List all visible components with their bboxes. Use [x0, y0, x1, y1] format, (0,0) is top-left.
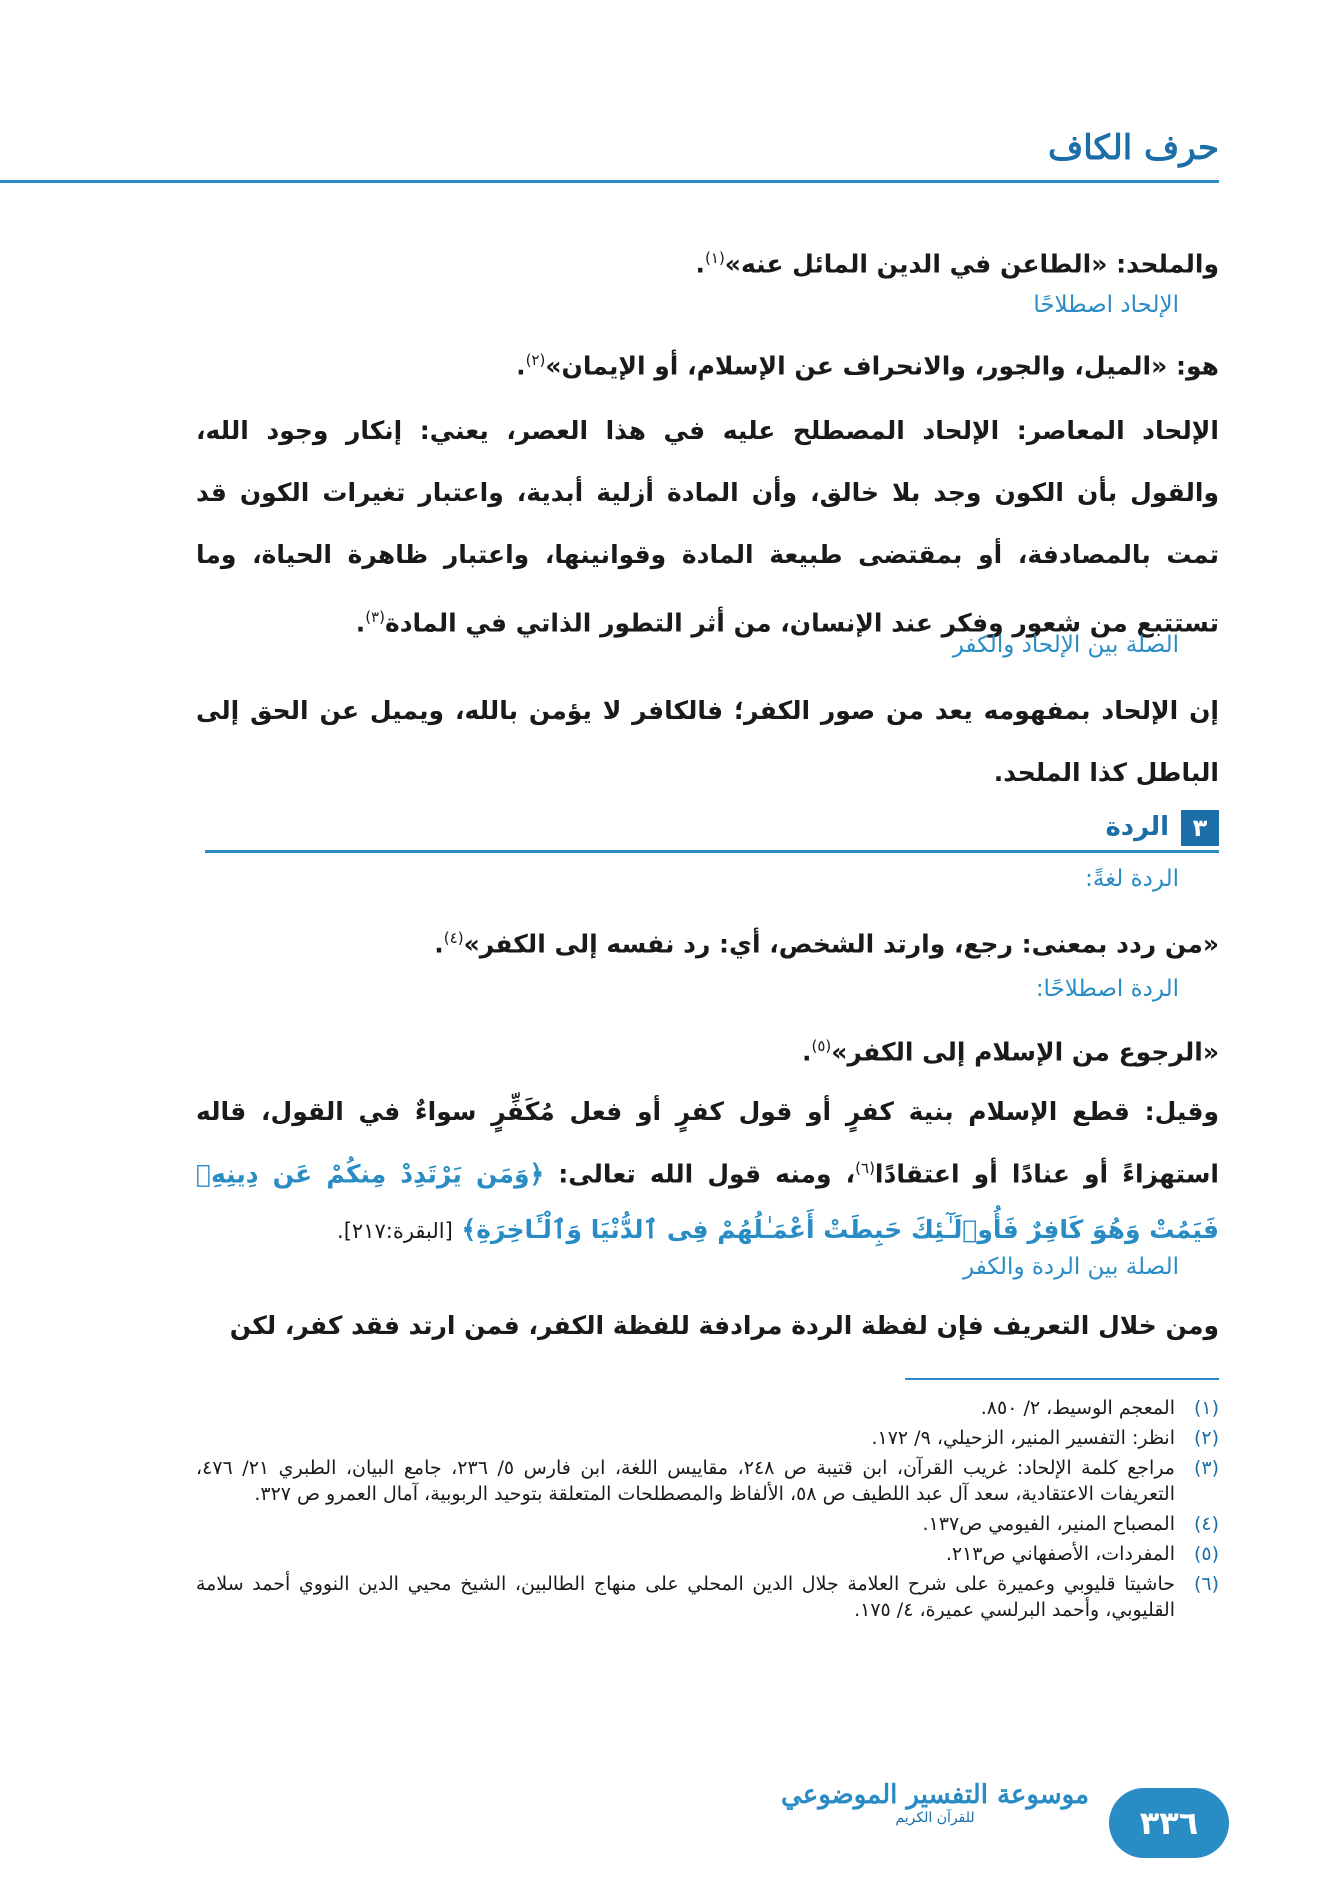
footnote-ref[interactable]: (٢): [525, 351, 546, 369]
footnote: [196, 1541, 1219, 1567]
book-title: موسوعة التفسير الموضوعي: [781, 1780, 1089, 1810]
paragraph-text: هو: «الميل، والجور، والانحراف عن الإسلام، أو الإيمان»: [545, 351, 1219, 381]
footnote-number: (٦): [1193, 1573, 1219, 1595]
footnote-ref[interactable]: (٦): [855, 1159, 875, 1177]
footnote-ref[interactable]: (١): [705, 249, 725, 267]
footnote: [196, 1425, 1219, 1451]
footnote-number: (٤): [1193, 1513, 1219, 1535]
header-title: حرف الكاف: [1047, 128, 1219, 168]
footnote-number: (٥): [1193, 1543, 1219, 1565]
paragraph-text: ، ومنه قول الله تعالى:: [558, 1159, 856, 1189]
footnote-number: (١): [1193, 1397, 1219, 1419]
footnote-ref[interactable]: (٤): [443, 929, 464, 947]
footnote: [196, 1395, 1219, 1421]
footnote-number: (٣): [1193, 1457, 1219, 1479]
book-logo: [781, 1780, 1089, 1826]
page-number: ٣٣٦: [1109, 1788, 1229, 1858]
footnote-ref[interactable]: (٣): [365, 608, 385, 626]
paragraph-ridda-lugha: «من ردد بمعنى: رجع، وارتد الشخص، أي: رد نفسه إلى الكفر»$^{(٤)}$.: [434, 929, 1219, 959]
heading-ilhad-kufr: الصلة بين الإلحاد والكفر: [952, 632, 1179, 658]
paragraph-modern-ilhad: الإلحاد المعاصر: الإلحاد المصطلح عليه في هذا العصر، يعني: إنكار وجود الله، والقول بأن الكون وجد بلا خالق، وأن المادة أزلية أبدية، واعتبار تغيرات الكون قد تمت بالمصادفة، أو بمقتضى طبيعة المادة وقوانينها، واعتبار ظاهرة الحياة، وما تستتبع من شعور وفكر عند الإنسان، من أثر التطور الذاتي في المادة$^{(٣)}$.: [196, 416, 1219, 638]
heading-ridda-lugha: الردة لغةً:: [1085, 866, 1179, 892]
footnote: [196, 1455, 1219, 1507]
paragraph-ilhad-definition: هو: «الميل، والجور، والانحراف عن الإسلام، أو الإيمان»$^{(٢)}$.: [516, 351, 1219, 381]
footnote: [196, 1571, 1219, 1623]
section-title: الردة: [1105, 812, 1169, 842]
footnote-text: مراجع كلمة الإلحاد: غريب القرآن، ابن قتيبة ص ٢٤٨، مقاييس اللغة، ابن فارس ٥/ ٢٣٦، جامع البيان، الطبري ٢١/ ٤٧٦، التعريفات الاعتقادية، سعد آل عبد اللطيف ص ٥٨، الألفاظ والمصطلحات المتعلقة بتوحيد الربوبية، آمال العمرو ص ٣٢٧.: [196, 1457, 1175, 1505]
heading-ridda-kufr: الصلة بين الردة والكفر: [963, 1254, 1179, 1280]
paragraph-ridda-definition: «الرجوع من الإسلام إلى الكفر»$^{(٥)}$.: [801, 1037, 1219, 1067]
footnote: [196, 1511, 1219, 1537]
verse-reference: [البقرة:٢١٧].: [337, 1219, 453, 1244]
paragraph-ilhad-kufr: إن الإلحاد بمفهومه يعد من صور الكفر؛ فالكافر لا يؤمن بالله، ويميل عن الحق إلى الباطل كذا الملحد.: [196, 696, 1219, 787]
paragraph-text: وقيل: قطع الإسلام بنية كفرٍ أو قول كفرٍ أو فعل مُكَفِّرٍ سواءٌ في القول، قاله استهزاءً أو عنادًا أو اعتقادًا: [196, 1097, 1219, 1189]
quran-verse: ﴿وَمَن يَرْتَدِدْ مِنكُمْ عَن دِينِهِۦ فَيَمُتْ وَهُوَ كَافِرٌ فَأُو۟لَـٰٓئِكَ حَبِطَتْ أَعْمَـٰلُهُمْ فِى ٱلدُّنْيَا وَٱلْـَٔاخِرَةِ﴾: [196, 1159, 1219, 1245]
footnote-ref[interactable]: (٥): [811, 1037, 832, 1055]
footnote-text: المفردات، الأصفهاني ص٢١٣.: [945, 1543, 1175, 1565]
heading-ridda-istilahan: الردة اصطلاحًا:: [1035, 976, 1179, 1002]
page-header: [0, 128, 1219, 183]
footnote-divider: [905, 1378, 1219, 1380]
footnote-text: المصباح المنير، الفيومي ص١٣٧.: [922, 1513, 1175, 1535]
footnote-number: (٢): [1193, 1427, 1219, 1449]
paragraph-ridda-kufr: ومن خلال التعريف فإن لفظة الردة مرادفة للفظة الكفر، فمن ارتد فقد كفر، لكن: [229, 1311, 1219, 1340]
section-header: [205, 810, 1219, 853]
paragraph-text: الإلحاد المعاصر: الإلحاد المصطلح عليه في هذا العصر، يعني: إنكار وجود الله، والقول بأن الكون وجد بلا خالق، وأن المادة أزلية أبدية، واعتبار تغيرات الكون قد تمت بالمصادفة، أو بمقتضى طبيعة المادة وقوانينها، واعتبار ظاهرة الحياة، وما تستتبع من شعور وفكر عند الإنسان، من أثر التطور الذاتي في المادة: [196, 416, 1219, 638]
footnote-text: حاشيتا قليوبي وعميرة على شرح العلامة جلال الدين المحلي على منهاج الطالبين، الشيخ محيي الدين النووي أحمد سلامة القليوبي، وأحمد البرلسي عميرة، ٤/ ١٧٥.: [196, 1573, 1175, 1621]
paragraph-text: والملحد: «الطاعن في الدين المائل عنه»: [724, 249, 1219, 279]
footnote-text: المعجم الوسيط، ٢/ ٨٥٠.: [980, 1397, 1175, 1419]
paragraph-text: «الرجوع من الإسلام إلى الكفر»: [831, 1037, 1219, 1067]
footnotes: [196, 1395, 1219, 1627]
book-subtitle: للقرآن الكريم: [895, 1810, 975, 1826]
paragraph-text: «من ردد بمعنى: رجع، وارتد الشخص، أي: رد نفسه إلى الكفر»: [463, 929, 1219, 959]
paragraph-mulhid: والملحد: «الطاعن في الدين المائل عنه»$^{(١)}$.: [695, 249, 1219, 279]
footnote-text: انظر: التفسير المنير، الزحيلي، ٩/ ١٧٢.: [871, 1427, 1175, 1449]
section-number: ٣: [1181, 810, 1219, 846]
page-footer: [0, 1770, 1339, 1890]
paragraph-ridda-qil: [196, 1084, 1219, 1259]
heading-ilhad-istilahan: الإلحاد اصطلاحًا: [1033, 292, 1179, 318]
